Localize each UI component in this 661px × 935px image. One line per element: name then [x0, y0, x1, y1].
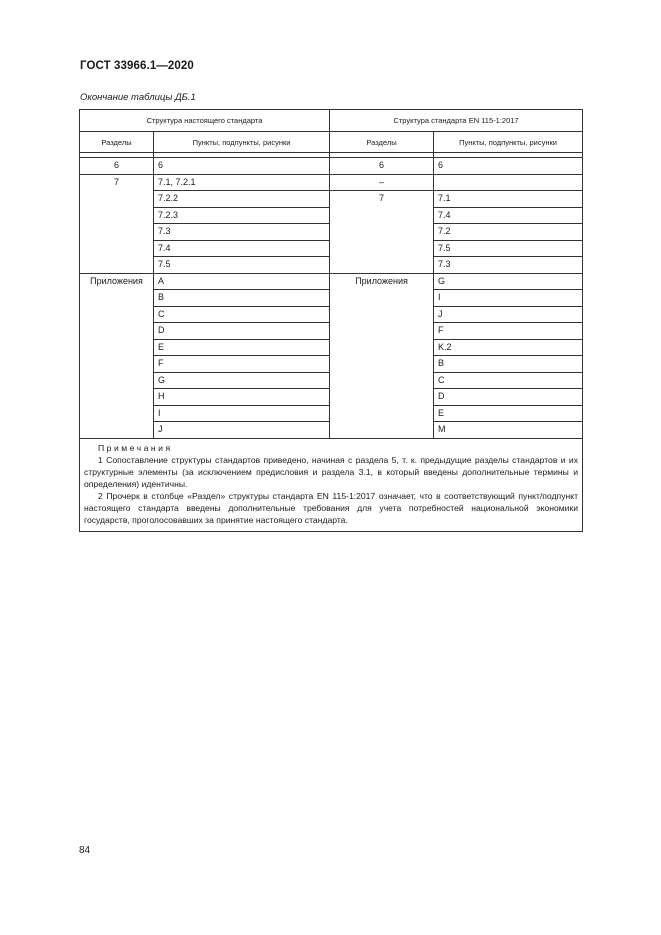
- cell-clause-national: H: [154, 389, 330, 406]
- cell-clause-en: K.2: [434, 339, 583, 356]
- cell-clause-en: 6: [434, 158, 583, 175]
- column-header-sections-national: Разделы: [80, 132, 154, 153]
- cell-clause-national: 7.2.3: [154, 207, 330, 224]
- cell-clause-en: M: [434, 422, 583, 439]
- cell-clause-national: B: [154, 290, 330, 307]
- cell-clause-en: 7.3: [434, 257, 583, 274]
- cell-clause-national: J: [154, 422, 330, 439]
- table-caption: Окончание таблицы ДБ.1: [80, 92, 196, 103]
- cell-clause-en: 7.5: [434, 240, 583, 257]
- table-row: [80, 158, 583, 175]
- cell-clause-en: B: [434, 356, 583, 373]
- cell-section-national: 6: [80, 158, 154, 175]
- cell-clause-national: I: [154, 405, 330, 422]
- cell-section-national: 7: [80, 174, 154, 273]
- group-header-en: Структура стандарта EN 115-1:2017: [330, 110, 583, 132]
- cell-clause-en: F: [434, 323, 583, 340]
- table-row: [80, 273, 583, 290]
- correspondence-table: [79, 109, 583, 532]
- cell-clause-national: F: [154, 356, 330, 373]
- cell-clause-en: C: [434, 372, 583, 389]
- cell-clause-national: 7.1, 7.2.1: [154, 174, 330, 191]
- cell-clause-national: C: [154, 306, 330, 323]
- cell-clause-national: D: [154, 323, 330, 340]
- cell-clause-national: 6: [154, 158, 330, 175]
- cell-clause-en: D: [434, 389, 583, 406]
- cell-clause-en: E: [434, 405, 583, 422]
- table-row: [80, 174, 583, 191]
- cell-section-en: 7: [330, 191, 434, 274]
- table-column-header-row: [80, 132, 583, 153]
- cell-clause-national: 7.2.2: [154, 191, 330, 208]
- note-1: 1 Сопоставление структуры стандартов приведено, начиная с раздела 5, т. к. предыдущие разделы стандартов и их структурные элементы (за исключением предисловия и раздела 3.1, в который введены дополнительные термины и определения) идентичны.: [84, 454, 579, 489]
- document-title: ГОСТ 33966.1—2020: [80, 60, 194, 72]
- cell-section-en: 6: [330, 158, 434, 175]
- notes-title: Примечания: [98, 442, 173, 453]
- cell-clause-en: 7.4: [434, 207, 583, 224]
- table-row: [80, 191, 583, 208]
- cell-clause-en: I: [434, 290, 583, 307]
- cell-clause-national: E: [154, 339, 330, 356]
- group-header-national: Структура настоящего стандарта: [80, 110, 330, 132]
- note-2: 2 Прочерк в столбце «Раздел» структуры стандарта EN 115-1:2017 означает, что в соответствующий пункт/подпункт настоящего стандарта введены дополнительные требования для учета потребностей национальной экономики государств, проголосовавших за принятие настоящего стандарта.: [84, 490, 579, 525]
- cell-clause-en: 7.2: [434, 224, 583, 241]
- notes-cell: [80, 438, 583, 531]
- cell-section-en: –: [330, 174, 434, 191]
- cell-section-national: Приложения: [80, 273, 154, 438]
- page-number: 84: [79, 845, 91, 856]
- cell-clause-en: [434, 174, 583, 191]
- cell-clause-national: 7.5: [154, 257, 330, 274]
- column-header-sections-en: Разделы: [330, 132, 434, 153]
- cell-clause-en: G: [434, 273, 583, 290]
- cell-clause-en: J: [434, 306, 583, 323]
- table-group-header-row: [80, 110, 583, 132]
- column-header-clauses-national: Пункты, подпункты, рисунки: [154, 132, 330, 153]
- cell-clause-national: G: [154, 372, 330, 389]
- notes-row: [80, 438, 583, 531]
- column-header-clauses-en: Пункты, подпункты, рисунки: [434, 132, 583, 153]
- cell-clause-national: 7.3: [154, 224, 330, 241]
- cell-clause-national: A: [154, 273, 330, 290]
- cell-clause-national: 7.4: [154, 240, 330, 257]
- cell-clause-en: 7.1: [434, 191, 583, 208]
- cell-section-en: Приложения: [330, 273, 434, 438]
